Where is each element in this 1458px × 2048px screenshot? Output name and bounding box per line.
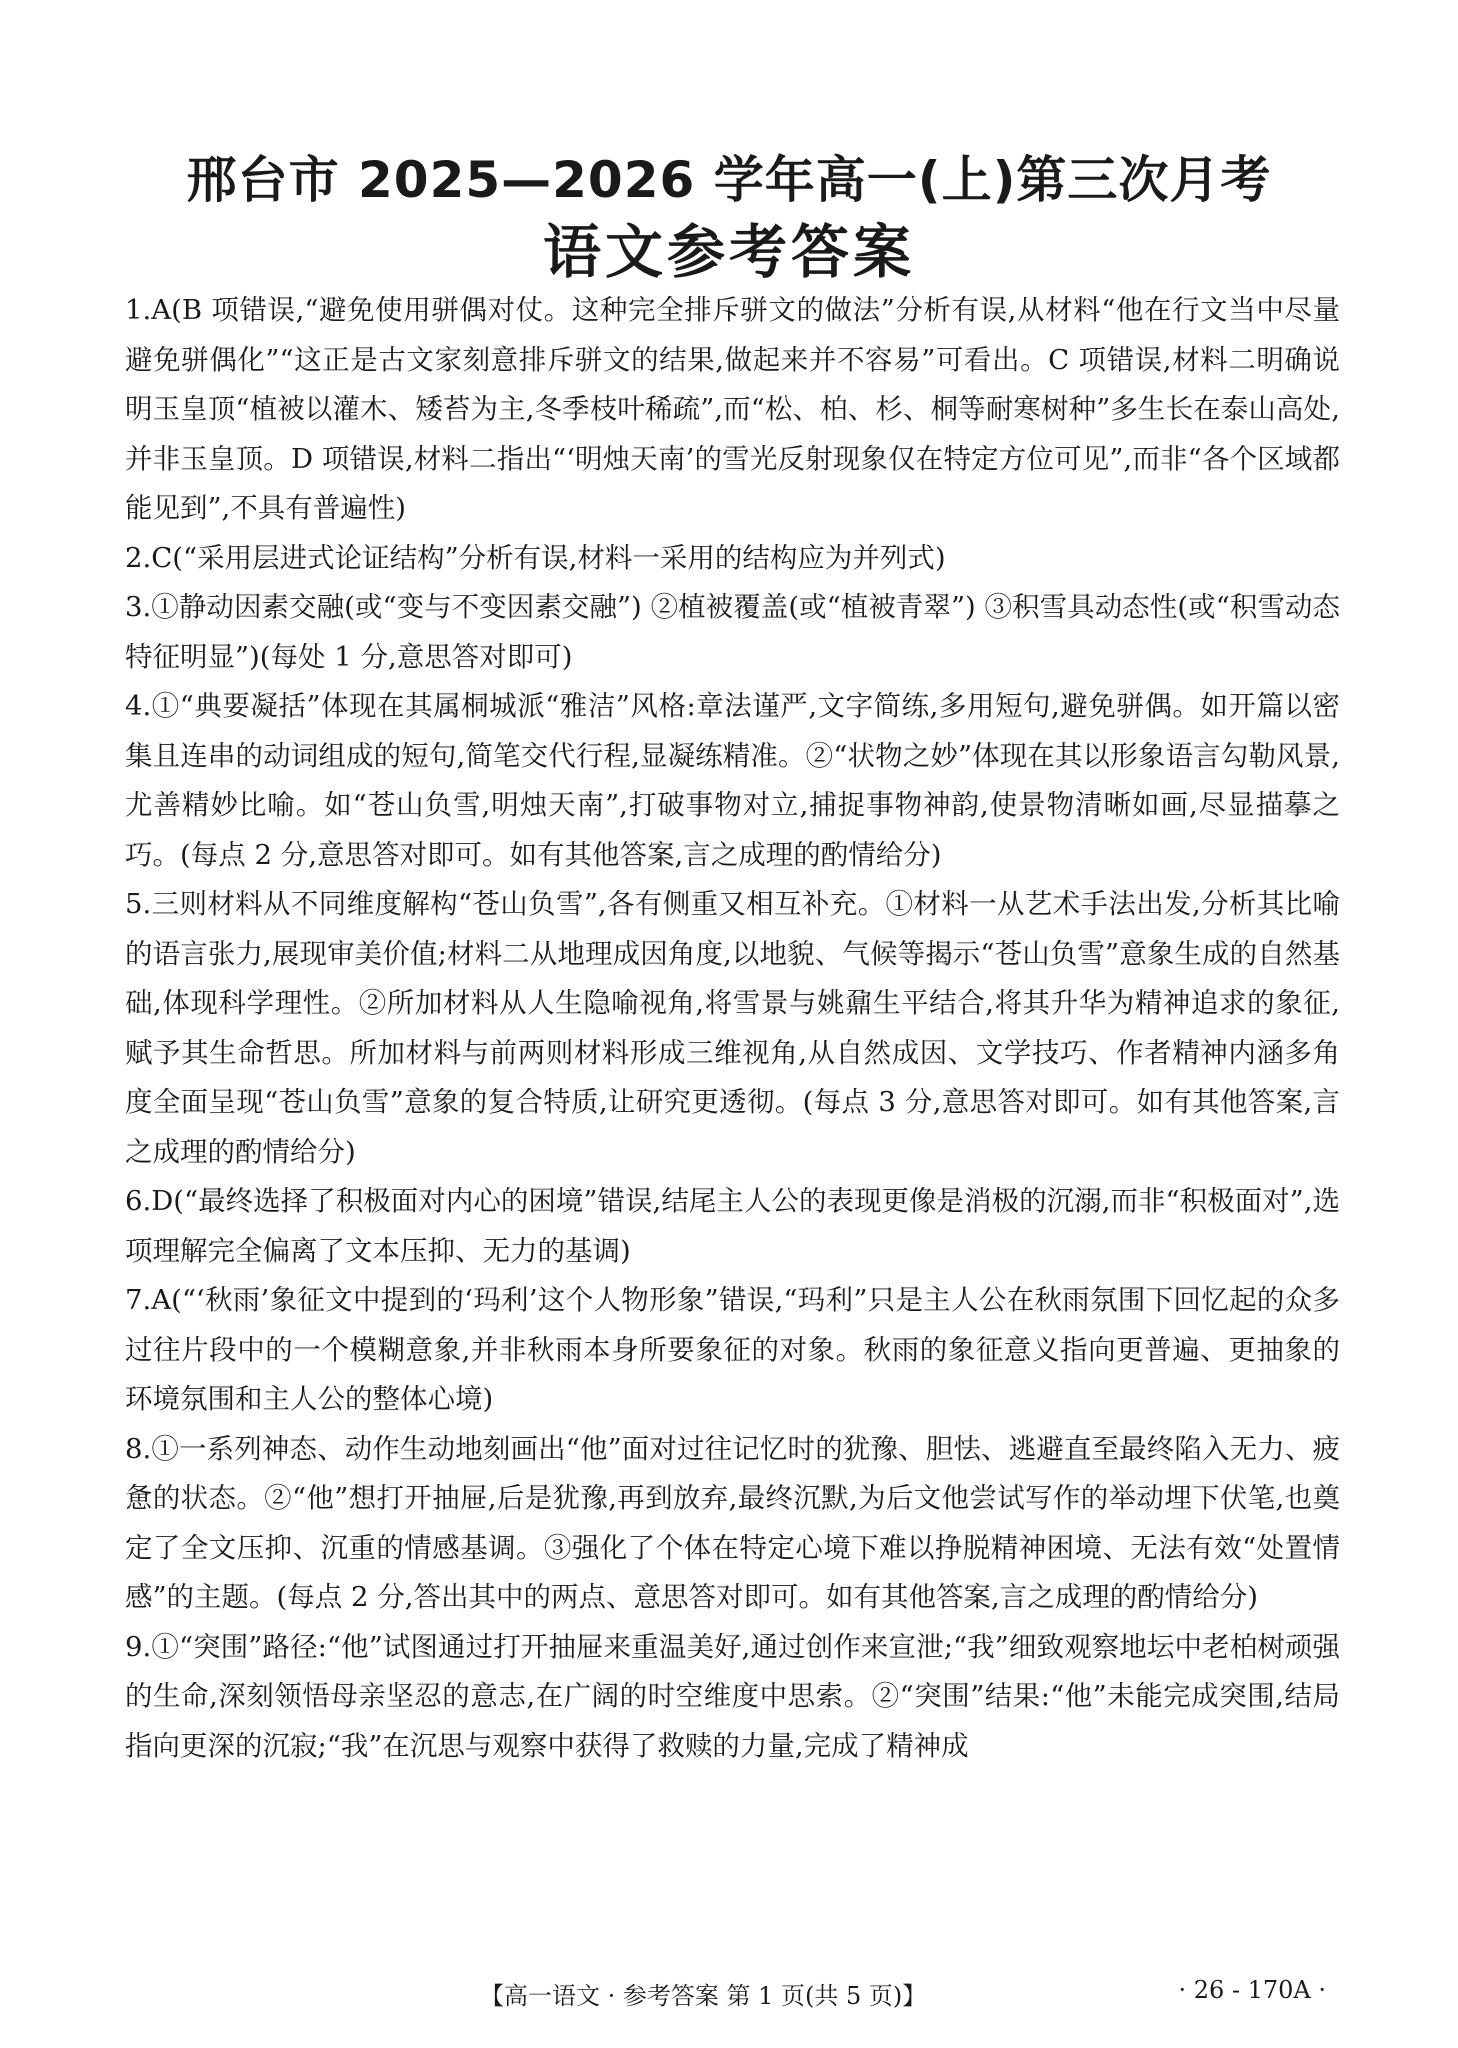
answer-text: ①“典要凝括”体现在其属桐城派“雅洁”风格:章法谨严,文字简练,多用短句,避免骈偶。如开篇以密集且连串的动词组成的短句,简笔交代行程,显凝练精准。②“状物之妙”体现在其以形象语言勾勒风景,尤善精妙比喻。如“苍山负雪,明烛天南”,打破事物对立,捕捉事物神韵,使景物清晰如画,尽显描摹之巧。(每点 2 分,意思答对即可。如有其他答案,言之成理的酌情给分) <box>125 690 1340 871</box>
answer-item-2 <box>125 534 1340 584</box>
answer-item-7 <box>125 1276 1340 1425</box>
answer-text: 三则材料从不同维度解构“苍山负雪”,各有侧重又相互补充。①材料一从艺术手法出发,分析其比喻的语言张力,展现审美价值;材料二从地理成因角度,以地貌、气候等揭示“苍山负雪”意象生成的自然基础,体现科学理性。②所加材料从人生隐喻视角,将雪景与姚鼐生平结合,将其升华为精神追求的象征,赋予其生命哲思。所加材料与前两则材料形成三维视角,从自然成因、文学技巧、作者精神内涵多角度全面呈现“苍山负雪”意象的复合特质,让研究更透彻。(每点 3 分,意思答对即可。如有其他答案,言之成理的酌情给分) <box>125 888 1340 1168</box>
answer-item-1 <box>125 286 1340 534</box>
answer-item-9 <box>125 1623 1340 1772</box>
answer-list <box>125 286 1340 1771</box>
answer-number: 9. <box>125 1630 152 1663</box>
answer-item-5 <box>125 880 1340 1177</box>
answer-number: 7. <box>125 1284 152 1316</box>
answer-item-6 <box>125 1177 1340 1276</box>
answer-number: 1. <box>125 294 152 326</box>
answer-text: A(B 项错误,“避免使用骈偶对仗。这种完全排斥骈文的做法”分析有误,从材料“他在行文当中尽量避免骈偶化”“这正是古文家刻意排斥骈文的结果,做起来并不容易”可看出。C 项错误,材料二明确说明玉皇顶“植被以灌木、矮苔为主,冬季枝叶稀疏”,而“松、柏、杉、桐等耐寒树种”多生长在泰山高处,并非玉皇顶。D 项错误,材料二指出“‘明烛天南’的雪光反射现象仅在特定方位可见”,而非“各个区域都能见到”,不具有普遍性) <box>125 294 1340 524</box>
page-title: 邢台市 2025—2026 学年高一(上)第三次月考 <box>186 151 1272 209</box>
footer-page-info: 【高一语文 · 参考答案 第 1 页(共 5 页)】 <box>480 1982 927 2010</box>
answer-number: 4. <box>125 690 152 722</box>
page-footer <box>0 1976 1458 2016</box>
answer-text: D(“最终选择了积极面对内心的困境”错误,结尾主人公的表现更像是消极的沉溺,而非“积极面对”,选项理解完全偏离了文本压抑、无力的基调) <box>125 1185 1340 1267</box>
answer-item-4 <box>125 682 1340 880</box>
answer-text: A(“‘秋雨’象征文中提到的‘玛利’这个人物形象”错误,“玛利”只是主人公在秋雨氛围下回忆起的众多过往片段中的一个模糊意象,并非秋雨本身所要象征的对象。秋雨的象征意义指向更普遍、更抽象的环境氛围和主人公的整体心境) <box>125 1284 1340 1415</box>
answer-text: ①“突围”路径:“他”试图通过打开抽屉来重温美好,通过创作来宣泄;“我”细致观察地坛中老柏树顽强的生命,深刻领悟母亲坚忍的意志,在广阔的时空维度中思索。②“突围”结果:“他”未能完成突围,结局指向更深的沉寂;“我”在沉思与观察中获得了救赎的力量,完成了精神成 <box>125 1630 1340 1762</box>
answer-text: ①静动因素交融(或“变与不变因素交融”) ②植被覆盖(或“植被青翠”) ③积雪具动态性(或“积雪动态特征明显”)(每处 1 分,意思答对即可) <box>125 591 1340 673</box>
footer-doc-code: · 26 - 170A · <box>1178 1976 1326 2004</box>
page-subtitle: 语文参考答案 <box>542 218 915 286</box>
answer-text: ①一系列神态、动作生动地刻画出“他”面对过往记忆时的犹豫、胆怯、逃避直至最终陷入无力、疲惫的状态。②“他”想打开抽屉,后是犹豫,再到放弃,最终沉默,为后文他尝试写作的举动埋下伏笔,也奠定了全文压抑、沉重的情感基调。③强化了个体在特定心境下难以挣脱精神困境、无法有效“处置情感”的主题。(每点 2 分,答出其中的两点、意思答对即可。如有其他答案,言之成理的酌情给分) <box>125 1432 1340 1613</box>
answer-number: 8. <box>125 1432 152 1465</box>
answer-number: 3. <box>125 591 152 623</box>
answer-item-8 <box>125 1425 1340 1623</box>
answer-item-3 <box>125 583 1340 682</box>
answer-number: 6. <box>125 1185 152 1217</box>
answer-number: 5. <box>125 888 152 920</box>
answer-number: 2. <box>125 541 152 574</box>
answer-text: C(“采用层进式论证结构”分析有误,材料一采用的结构应为并列式) <box>151 541 946 574</box>
